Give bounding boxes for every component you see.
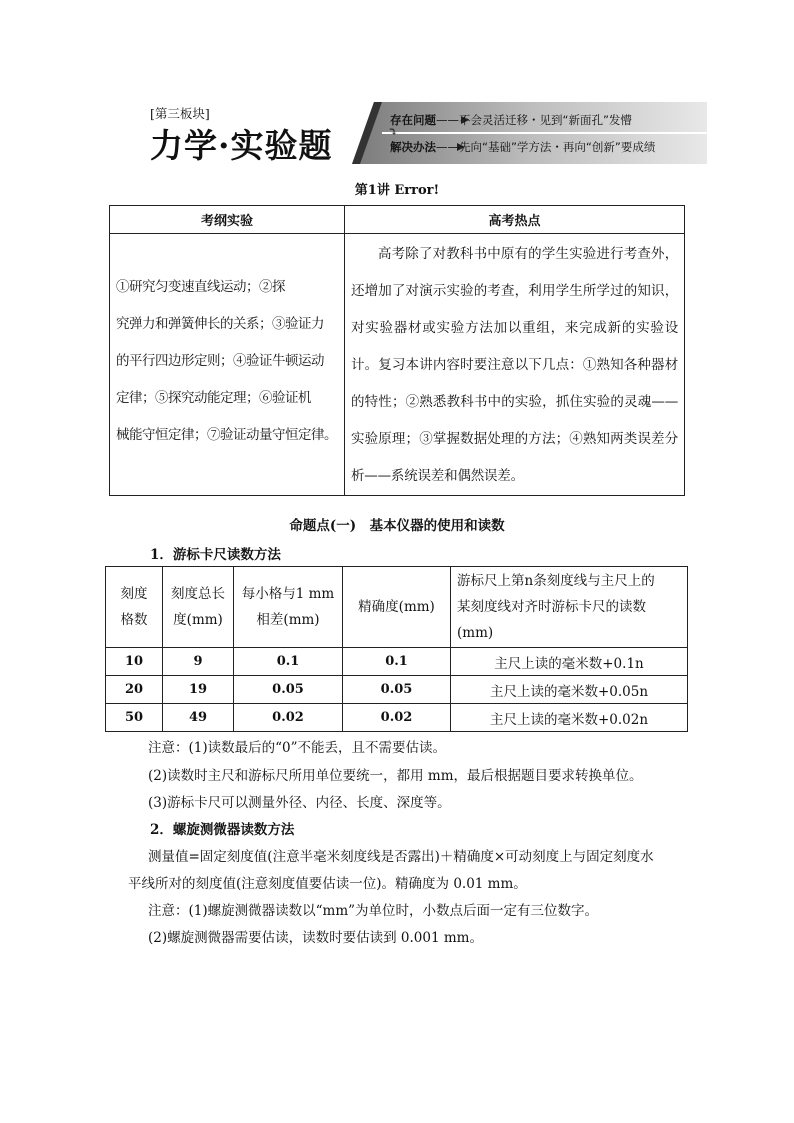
banner-solution-label: 解决办法 [390, 140, 436, 154]
section-heading-vernier: 1．游标卡尺读数方法 [150, 547, 281, 563]
table2-header-cell: 刻度 格数 [106, 567, 163, 648]
note-line: (2)螺旋测微器需要估读，读数时要估读到 0.001 mm。 [148, 930, 483, 946]
table1-header-experiments: 考纲实验 [110, 206, 345, 234]
table1-header-hotspots: 高考热点 [345, 206, 685, 234]
table2-header-cell: 每小格与1 mm 相差(mm) [234, 567, 343, 648]
hotspot-paragraph: 高考除了对教科书中原有的学生实验进行考查外，还增加了对演示实验的考查，利用学生所学过的知识，对实验器材或实验方法加以重组，来完成新的实验设计。复习本讲内容时要注意以下几点：①熟知各种器材的特性；②熟悉教科书中的实验，抓住实验的灵魂——实验原理；③掌握数据处理的方法；④熟知两类误差分析——系统误差和偶然误差。 [351, 246, 678, 484]
table-row [106, 704, 688, 732]
banner-solution-line [390, 139, 655, 155]
table2-cell: 20 [106, 676, 163, 704]
table2-cell: 9 [163, 648, 234, 676]
experiment-line: ①研究匀变速直线运动；②探 [116, 279, 285, 295]
table2-cell: 19 [163, 676, 234, 704]
experiment-line: 究弹力和弹簧伸长的关系；③验证力 [116, 316, 324, 332]
banner-title: 力学·实验题 [150, 126, 333, 165]
table2-cell: 0.1 [343, 648, 451, 676]
topic-title: 命题点(一) 基本仪器的使用和读数 [289, 518, 505, 534]
table1-experiments-cell [110, 234, 345, 496]
table2-cell: 49 [163, 704, 234, 732]
table2-cell: 0.05 [343, 676, 451, 704]
paragraph-line: 测量值=固定刻度值(注意半毫米刻度线是否露出)＋精确度×可动刻度上与固定刻度水 [148, 849, 654, 865]
banner-problem-text: ——不会灵活迁移・见到“新面孔”发懵 [436, 113, 632, 127]
paragraph-line: 平线所对的刻度值(注意刻度值要估读一位)。精确度为 0.01 mm。 [128, 876, 527, 892]
syllabus-hotspot-table [109, 205, 685, 496]
lecture-title: 第1讲 Error! [354, 183, 440, 198]
experiment-line: 定律；⑤探究动能定理；⑥验证机 [116, 390, 311, 406]
note-line: 注意：(1)读数最后的“0”不能丢，且不需要估读。 [148, 740, 447, 756]
table1-hotspots-cell [345, 234, 685, 496]
experiment-line: 的平行四边形定则；④验证牛顿运动 [116, 353, 324, 369]
table2-cell: 50 [106, 704, 163, 732]
table2-cell: 0.05 [234, 676, 343, 704]
experiment-line: 械能守恒定律；⑦验证动量守恒定律。 [116, 427, 337, 443]
table2-cell: 10 [106, 648, 163, 676]
table-row [106, 648, 688, 676]
banner-problem-line [390, 112, 632, 128]
note-line: (2)读数时主尺和游标尺所用单位要统一，都用 mm，最后根据题目要求转换单位。 [148, 768, 643, 784]
table2-cell: 0.02 [343, 704, 451, 732]
table2-header-cell: 游标尺上第n条刻度线与主尺上的 某刻度线对齐时游标卡尺的读数 (mm) [451, 567, 688, 648]
note-line: 注意：(1)螺旋测微器读数以“mm”为单位时，小数点后面一定有三位数字。 [148, 903, 599, 919]
section-heading-micrometer: 2．螺旋测微器读数方法 [150, 822, 295, 838]
curved-arrow-icon: ⤵ [388, 125, 399, 139]
table2-header-cell: 精确度(mm) [343, 567, 451, 648]
vernier-caliper-table [105, 566, 688, 732]
table2-cell: 主尺上读的毫米数+0.05n [451, 676, 688, 704]
table2-cell: 0.02 [234, 704, 343, 732]
banner-summary-box [352, 102, 707, 164]
table2-cell: 主尺上读的毫米数+0.1n [451, 648, 688, 676]
banner-problem-label: 存在问题 [390, 113, 436, 127]
table-row [106, 676, 688, 704]
note-line: (3)游标卡尺可以测量外径、内径、长度、深度等。 [148, 795, 451, 811]
table2-cell: 0.1 [234, 648, 343, 676]
banner-section-label: [第三板块] [150, 106, 210, 121]
banner-solution-text: ——先向“基础”学方法・再向“创新”要成绩 [436, 140, 656, 154]
table2-header-cell: 刻度总长 度(mm) [163, 567, 234, 648]
table2-cell: 主尺上读的毫米数+0.02n [451, 704, 688, 732]
